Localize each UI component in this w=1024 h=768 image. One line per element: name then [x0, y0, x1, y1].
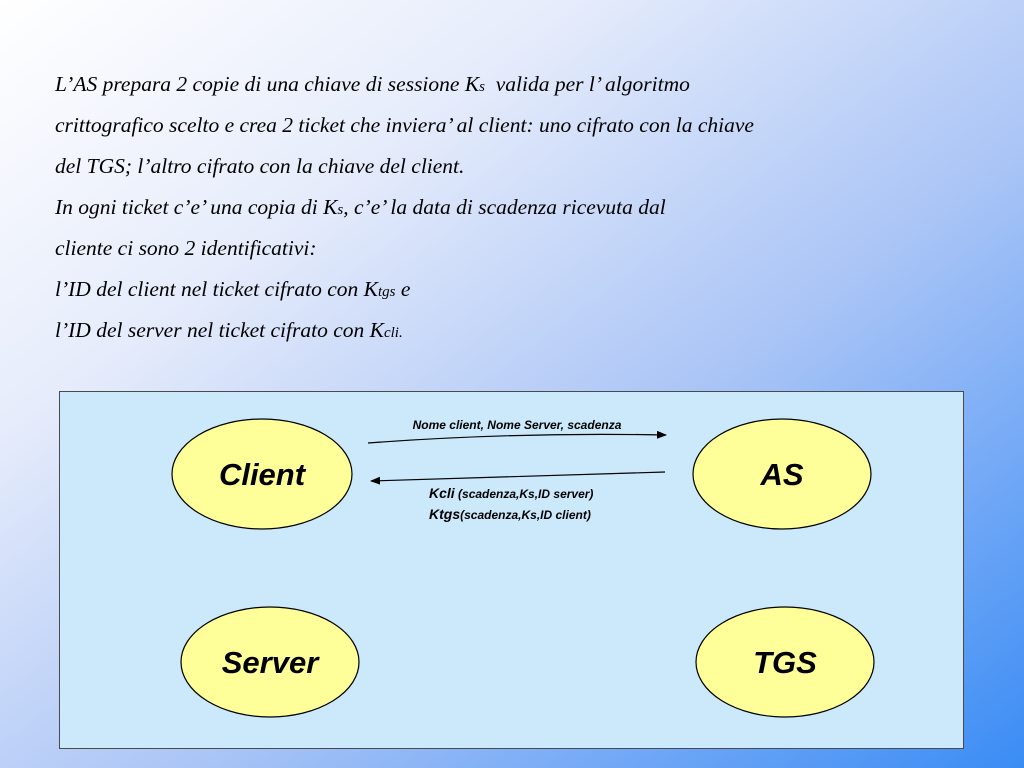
- text-line-6: [55, 269, 1005, 310]
- text-line-6-subscript: tgs: [378, 284, 396, 300]
- reply-kcli-detail: (scadenza,Ks,ID server): [454, 487, 594, 501]
- reply-message-line-1: [429, 485, 593, 501]
- reply-ktgs-detail: (scadenza,Ks,ID client): [460, 508, 591, 522]
- text-line-4: [55, 187, 1005, 228]
- request-arrow: [368, 434, 666, 443]
- text-line-4-part-b: , c’e’ la data di scadenza ricevuta dal: [343, 195, 666, 219]
- text-line-4-part-a: In ogni ticket c’e’ una copia di K: [55, 195, 338, 219]
- request-message-label: Nome client, Nome Server, scadenza: [412, 418, 622, 432]
- text-line-3: del TGS; l’altro cifrato con la chiave del client.: [55, 154, 465, 178]
- reply-kcli-label: Kcli: [429, 485, 455, 501]
- protocol-diagram-panel: [59, 391, 964, 749]
- text-line-1-subscript: s: [479, 79, 486, 95]
- text-line-5: cliente ci sono 2 identificativi:: [55, 236, 317, 260]
- text-line-1-part-b: valida per l’ algoritmo: [485, 72, 690, 96]
- text-line-6-part-a: l’ID del client nel ticket cifrato con K: [55, 277, 378, 301]
- reply-message-line-2: [429, 506, 591, 522]
- text-line-6-part-b: e: [395, 277, 411, 301]
- tgs-node-label: TGS: [753, 645, 817, 680]
- reply-arrow: [371, 472, 665, 481]
- text-line-7-subscript: cli.: [383, 325, 403, 341]
- explanation-text: [55, 64, 1005, 351]
- text-line-7: [55, 310, 1005, 351]
- server-node-label: Server: [221, 645, 319, 680]
- text-line-7-part-a: l’ID del server nel ticket cifrato con K: [55, 318, 384, 342]
- as-node-label: AS: [760, 457, 804, 492]
- reply-ktgs-label: Ktgs: [429, 506, 461, 522]
- text-line-4-subscript: s: [337, 202, 344, 218]
- protocol-diagram: [60, 392, 965, 750]
- text-line-1: [55, 64, 1005, 105]
- text-line-2: crittografico scelto e crea 2 ticket che inviera’ al client: uno cifrato con la chiave: [55, 113, 754, 137]
- client-node-label: Client: [218, 457, 306, 492]
- text-line-1-part-a: L’AS prepara 2 copie di una chiave di sessione K: [55, 72, 480, 96]
